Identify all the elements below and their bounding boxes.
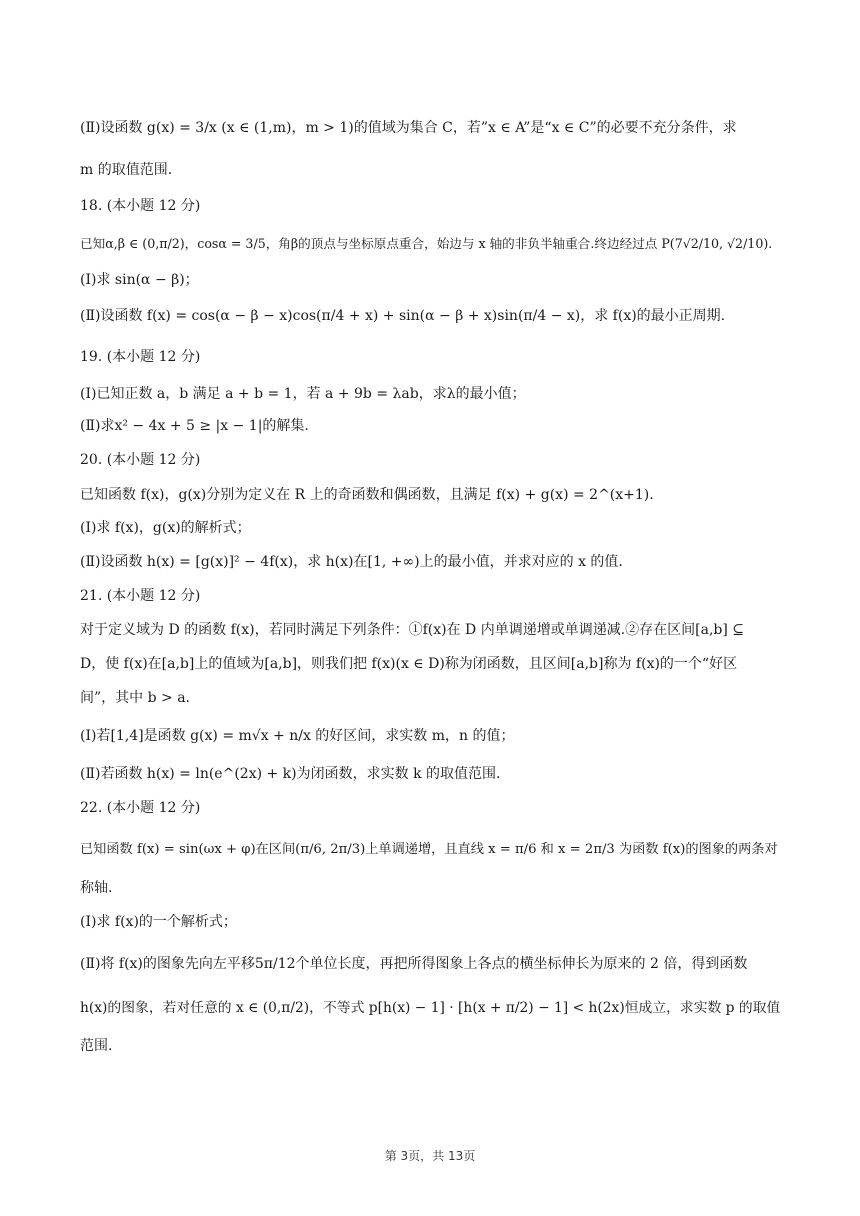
q22-part2-line3: 范围. bbox=[80, 1038, 113, 1054]
q18-heading: 18. (本小题 12 分) bbox=[80, 198, 201, 214]
q22-part2-line2: h(x)的图象，若对任意的 x ∈ (0,π/2)，不等式 p[h(x) − 1] · [h(x + π/2) − 1] < h(2x)恒成立，求实数 p 的取值 bbox=[80, 1000, 781, 1016]
q17-part2-line2: m 的取值范围. bbox=[80, 162, 173, 178]
q21-stem-line1: 对于定义域为 D 的函数 f(x)，若同时满足下列条件：①f(x)在 D 内单调递增或单调递减.②存在区间[a,b] ⊆ bbox=[80, 622, 745, 638]
q22-part1: (Ⅰ)求 f(x)的一个解析式； bbox=[80, 914, 237, 930]
page-footer: 第 3页，共 13页 bbox=[384, 1149, 476, 1163]
q21-stem-line2: D，使 f(x)在[a,b]上的值域为[a,b]，则我们把 f(x)(x ∈ D)称为闭函数，且区间[a,b]称为 f(x)的一个“好区 bbox=[80, 656, 738, 672]
q21-part2: (Ⅱ)若函数 h(x) = ln(e^(2x) + k)为闭函数，求实数 k 的取值范围. bbox=[80, 766, 501, 782]
q20-stem: 已知函数 f(x)，g(x)分别为定义在 R 上的奇函数和偶函数，且满足 f(x) + g(x) = 2^(x+1). bbox=[80, 487, 654, 503]
q19-part2: (Ⅱ)求x² − 4x + 5 ≥ |x − 1|的解集. bbox=[80, 418, 309, 434]
q18-stem: 已知α,β ∈ (0,π/2)，cosα = 3/5，角β的顶点与坐标原点重合，始边与 x 轴的非负半轴重合.终边经过点 P(7√2/10, √2/10). bbox=[80, 236, 773, 251]
q20-part1: (Ⅰ)求 f(x)，g(x)的解析式； bbox=[80, 520, 251, 536]
q20-heading: 20. (本小题 12 分) bbox=[80, 452, 201, 468]
q21-part1: (Ⅰ)若[1,4]是函数 g(x) = m√x + n/x 的好区间，求实数 m，n 的值； bbox=[80, 728, 515, 744]
q22-part2-line1: (Ⅱ)将 f(x)的图象先向左平移5π/12个单位长度，再把所得图象上各点的横坐标伸长为原来的 2 倍，得到函数 bbox=[80, 956, 748, 972]
q17-part2-line1: (Ⅱ)设函数 g(x) = 3/x (x ∈ (1,m)，m > 1)的值域为集合 C，若”x ∈ A”是“x ∈ C”的必要不充分条件，求 bbox=[80, 120, 737, 136]
q20-part2: (Ⅱ)设函数 h(x) = [g(x)]² − 4f(x)，求 h(x)在[1, +∞)上的最小值，并求对应的 x 的值. bbox=[80, 554, 623, 570]
q22-stem-line1: 已知函数 f(x) = sin(ωx + φ)在区间(π/6, 2π/3)上单调递增，且直线 x = π/6 和 x = 2π/3 为函数 f(x)的图象的两条对 bbox=[80, 842, 778, 857]
q22-heading: 22. (本小题 12 分) bbox=[80, 800, 201, 816]
q18-part1: (Ⅰ)求 sin(α − β)； bbox=[80, 272, 199, 288]
q22-stem-line2: 称轴. bbox=[80, 880, 113, 896]
q19-heading: 19. (本小题 12 分) bbox=[80, 349, 201, 365]
q18-part2: (Ⅱ)设函数 f(x) = cos(α − β − x)cos(π/4 + x) + sin(α − β + x)sin(π/4 − x)，求 f(x)的最小正周期. bbox=[80, 308, 726, 324]
q19-part1: (Ⅰ)已知正数 a，b 满足 a + b = 1，若 a + 9b = λab，求λ的最小值； bbox=[80, 386, 526, 402]
q21-stem-line3: 间”，其中 b > a. bbox=[80, 690, 190, 706]
q21-heading: 21. (本小题 12 分) bbox=[80, 588, 201, 604]
